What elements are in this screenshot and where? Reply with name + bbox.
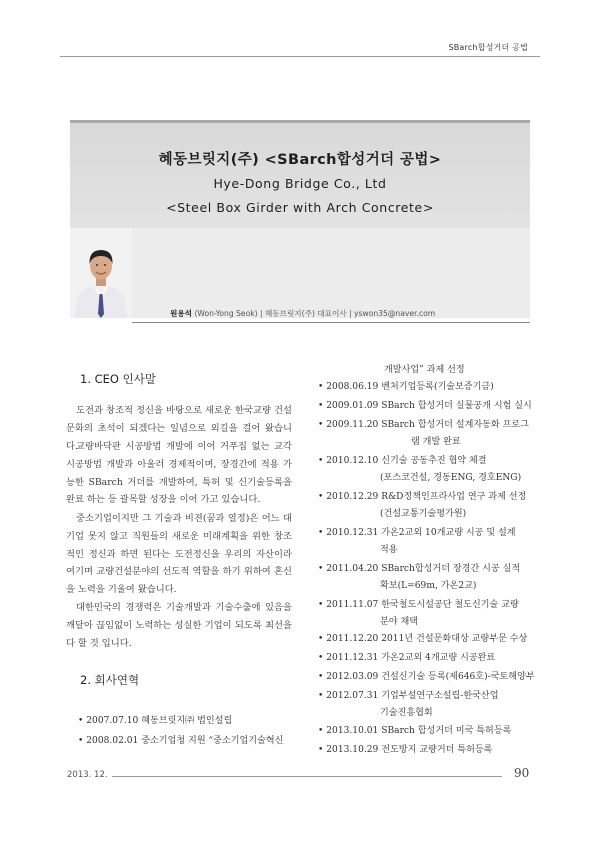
author-byline — [170, 308, 435, 319]
history-item — [318, 597, 519, 610]
history-text: 전도방지 교량거더 특허등록 — [381, 745, 493, 755]
history-date: • 2010.12.10 — [318, 456, 379, 466]
history-date: • 2008.02.01 — [78, 736, 139, 746]
ceo-paragraph-3: 중소기업이지만 그 기술과 비젼(꿈과 열정)은 어느 대기업 못지 않고 직원들의 새로운 미래계획을 위한 창조적인 정신과 하면 된다는 도전정신을 우리의 자산이라 여기며 교량건설분야의 선도적 역할을 하기 위하여 혼신을 노력을 기울여 왔습니다. — [66, 513, 292, 596]
author-portrait-image — [70, 228, 132, 318]
running-header — [60, 40, 540, 58]
running-header-text: SBarch합성거더 공법 — [448, 43, 528, 52]
article-banner — [70, 120, 530, 320]
history-text: 건설신기술 등록(제646호)-국토해양부 — [381, 672, 535, 682]
ceo-paragraph-4: 대한민국의 경쟁력은 기술개발과 기술수출에 있음을 깨달아 끊임없이 노력하는 성실한 기업이 되도록 최선을 다 할 것 입니다. — [66, 602, 292, 649]
history-text: 2011년 건설문화대상 교량부문 수상 — [381, 634, 528, 644]
history-text: 혜동브릿지㈜ 법인설립 — [141, 716, 233, 726]
history-item — [318, 379, 494, 392]
article-title-english: Hye-Dong Bridge Co., Ltd — [213, 176, 387, 191]
author-rule — [132, 322, 530, 323]
author-detail: (Won-Yong Seok) | 혜동브릿지(주) 대표이사 | yswon35@naver.com — [194, 309, 436, 318]
history-continuation: 분야 채택 — [380, 617, 419, 627]
article-title-korean: 혜동브릿지(주) <SBarch합성거더 공법> — [158, 152, 442, 168]
history-text: SBarch 합성거더 설계자동화 프로그 — [381, 420, 529, 430]
page-number: 90 — [514, 766, 530, 780]
history-date: • 2009.01.09 — [318, 401, 379, 411]
history-item — [78, 713, 232, 726]
history-item — [318, 525, 516, 538]
author-name: 원용석 — [170, 309, 193, 318]
history-text: SBarch 합성거더 미국 특허등록 — [381, 726, 512, 736]
history-date: • 2011.12.31 — [318, 653, 379, 663]
history-date: • 2008.06.19 — [318, 382, 379, 392]
history-text: 가온2교외 4개교량 시공완료 — [381, 653, 496, 663]
history-item — [78, 733, 283, 746]
issue-date: 2013. 12. — [67, 770, 108, 780]
history-continuation: 램 개발 완료 — [411, 437, 461, 447]
history-item — [318, 669, 535, 682]
history-text: 벤처기업등록(기술보증기금) — [381, 382, 494, 392]
history-continuation: (포스코건설, 경동ENG, 경호ENG) — [380, 473, 522, 483]
history-continuation: 적용 — [380, 545, 398, 555]
history-item — [318, 417, 529, 430]
history-date: • 2011.11.07 — [318, 600, 379, 610]
history-item — [318, 742, 492, 755]
history-item — [318, 688, 499, 701]
history-continuation: 개발사업” 과제 선정 — [384, 365, 465, 375]
history-text: 가온2교외 10개교량 시공 및 설계 — [381, 528, 516, 538]
history-date: • 2011.04.20 — [318, 564, 379, 574]
history-text: SBarch합성거더 장경간 시공 실적 — [381, 564, 521, 574]
history-date: • 2010.12.31 — [318, 528, 379, 538]
history-item — [318, 723, 511, 736]
history-continuation: 확보(L=69m, 가온2교) — [380, 581, 477, 591]
history-text: 기업부설연구소설립-한국산업 — [381, 691, 499, 701]
history-item — [318, 650, 495, 663]
ceo-paragraph-2: 교량바닥판 시공방법 개발에 이어 거푸집 없는 교각 시공방법 개발과 아울러 경제적이며, 장경간에 적용 가능한 SBarch 거더를 개발하여, 특허 및 신기술등록을 완료 하는 등 괄목할 성장을 이어 가고 있습니다. — [66, 441, 292, 506]
history-date: • 2007.07.10 — [78, 716, 139, 726]
article-subtitle-english: <Steel Box Girder with Arch Concrete> — [166, 200, 434, 215]
ceo-greeting-heading: 1. CEO 인사말 — [80, 372, 156, 386]
footer-rule — [112, 776, 502, 777]
history-item — [318, 561, 520, 574]
company-history-heading: 2. 회사연혁 — [80, 673, 140, 687]
history-date: • 2012.07.31 — [318, 691, 379, 701]
history-date: • 2009.11.20 — [318, 420, 379, 430]
title-band-accent — [70, 120, 530, 123]
history-item — [318, 398, 532, 411]
title-band — [70, 120, 530, 228]
history-item — [318, 631, 527, 644]
history-text: SBarch 합성거더 실물공개 시험 실시 — [381, 401, 532, 411]
history-continuation: 기술진흥협회 — [380, 708, 433, 718]
history-item — [318, 489, 526, 502]
history-text: 신기술 공동추진 협약 체결 — [381, 456, 487, 466]
history-item — [318, 453, 487, 466]
history-date: • 2011.12.20 — [318, 634, 379, 644]
history-text: 한국철도시설공단 철도신기술 교량 — [381, 600, 519, 610]
history-date: • 2013.10.01 — [318, 726, 379, 736]
ceo-paragraph-1: 도전과 창조적 정신을 바탕으로 새로운 한국교량 건설 문화의 초석이 되겠다는 일념으로 외길을 걸어 왔습니다. — [66, 405, 292, 452]
author-photo — [70, 228, 132, 318]
history-date: • 2010.12.29 — [318, 492, 379, 502]
history-date: • 2013.10.29 — [318, 745, 379, 755]
history-date: • 2012.03.09 — [318, 672, 379, 682]
author-band — [132, 228, 530, 318]
history-continuation: (건설교통기술평가원) — [380, 509, 467, 519]
history-text: R&D정책인프라사업 연구 과제 선정 — [381, 492, 527, 502]
history-text: 중소기업청 지원 “중소기업기술혁신 — [141, 736, 284, 746]
header-rule — [60, 56, 540, 57]
